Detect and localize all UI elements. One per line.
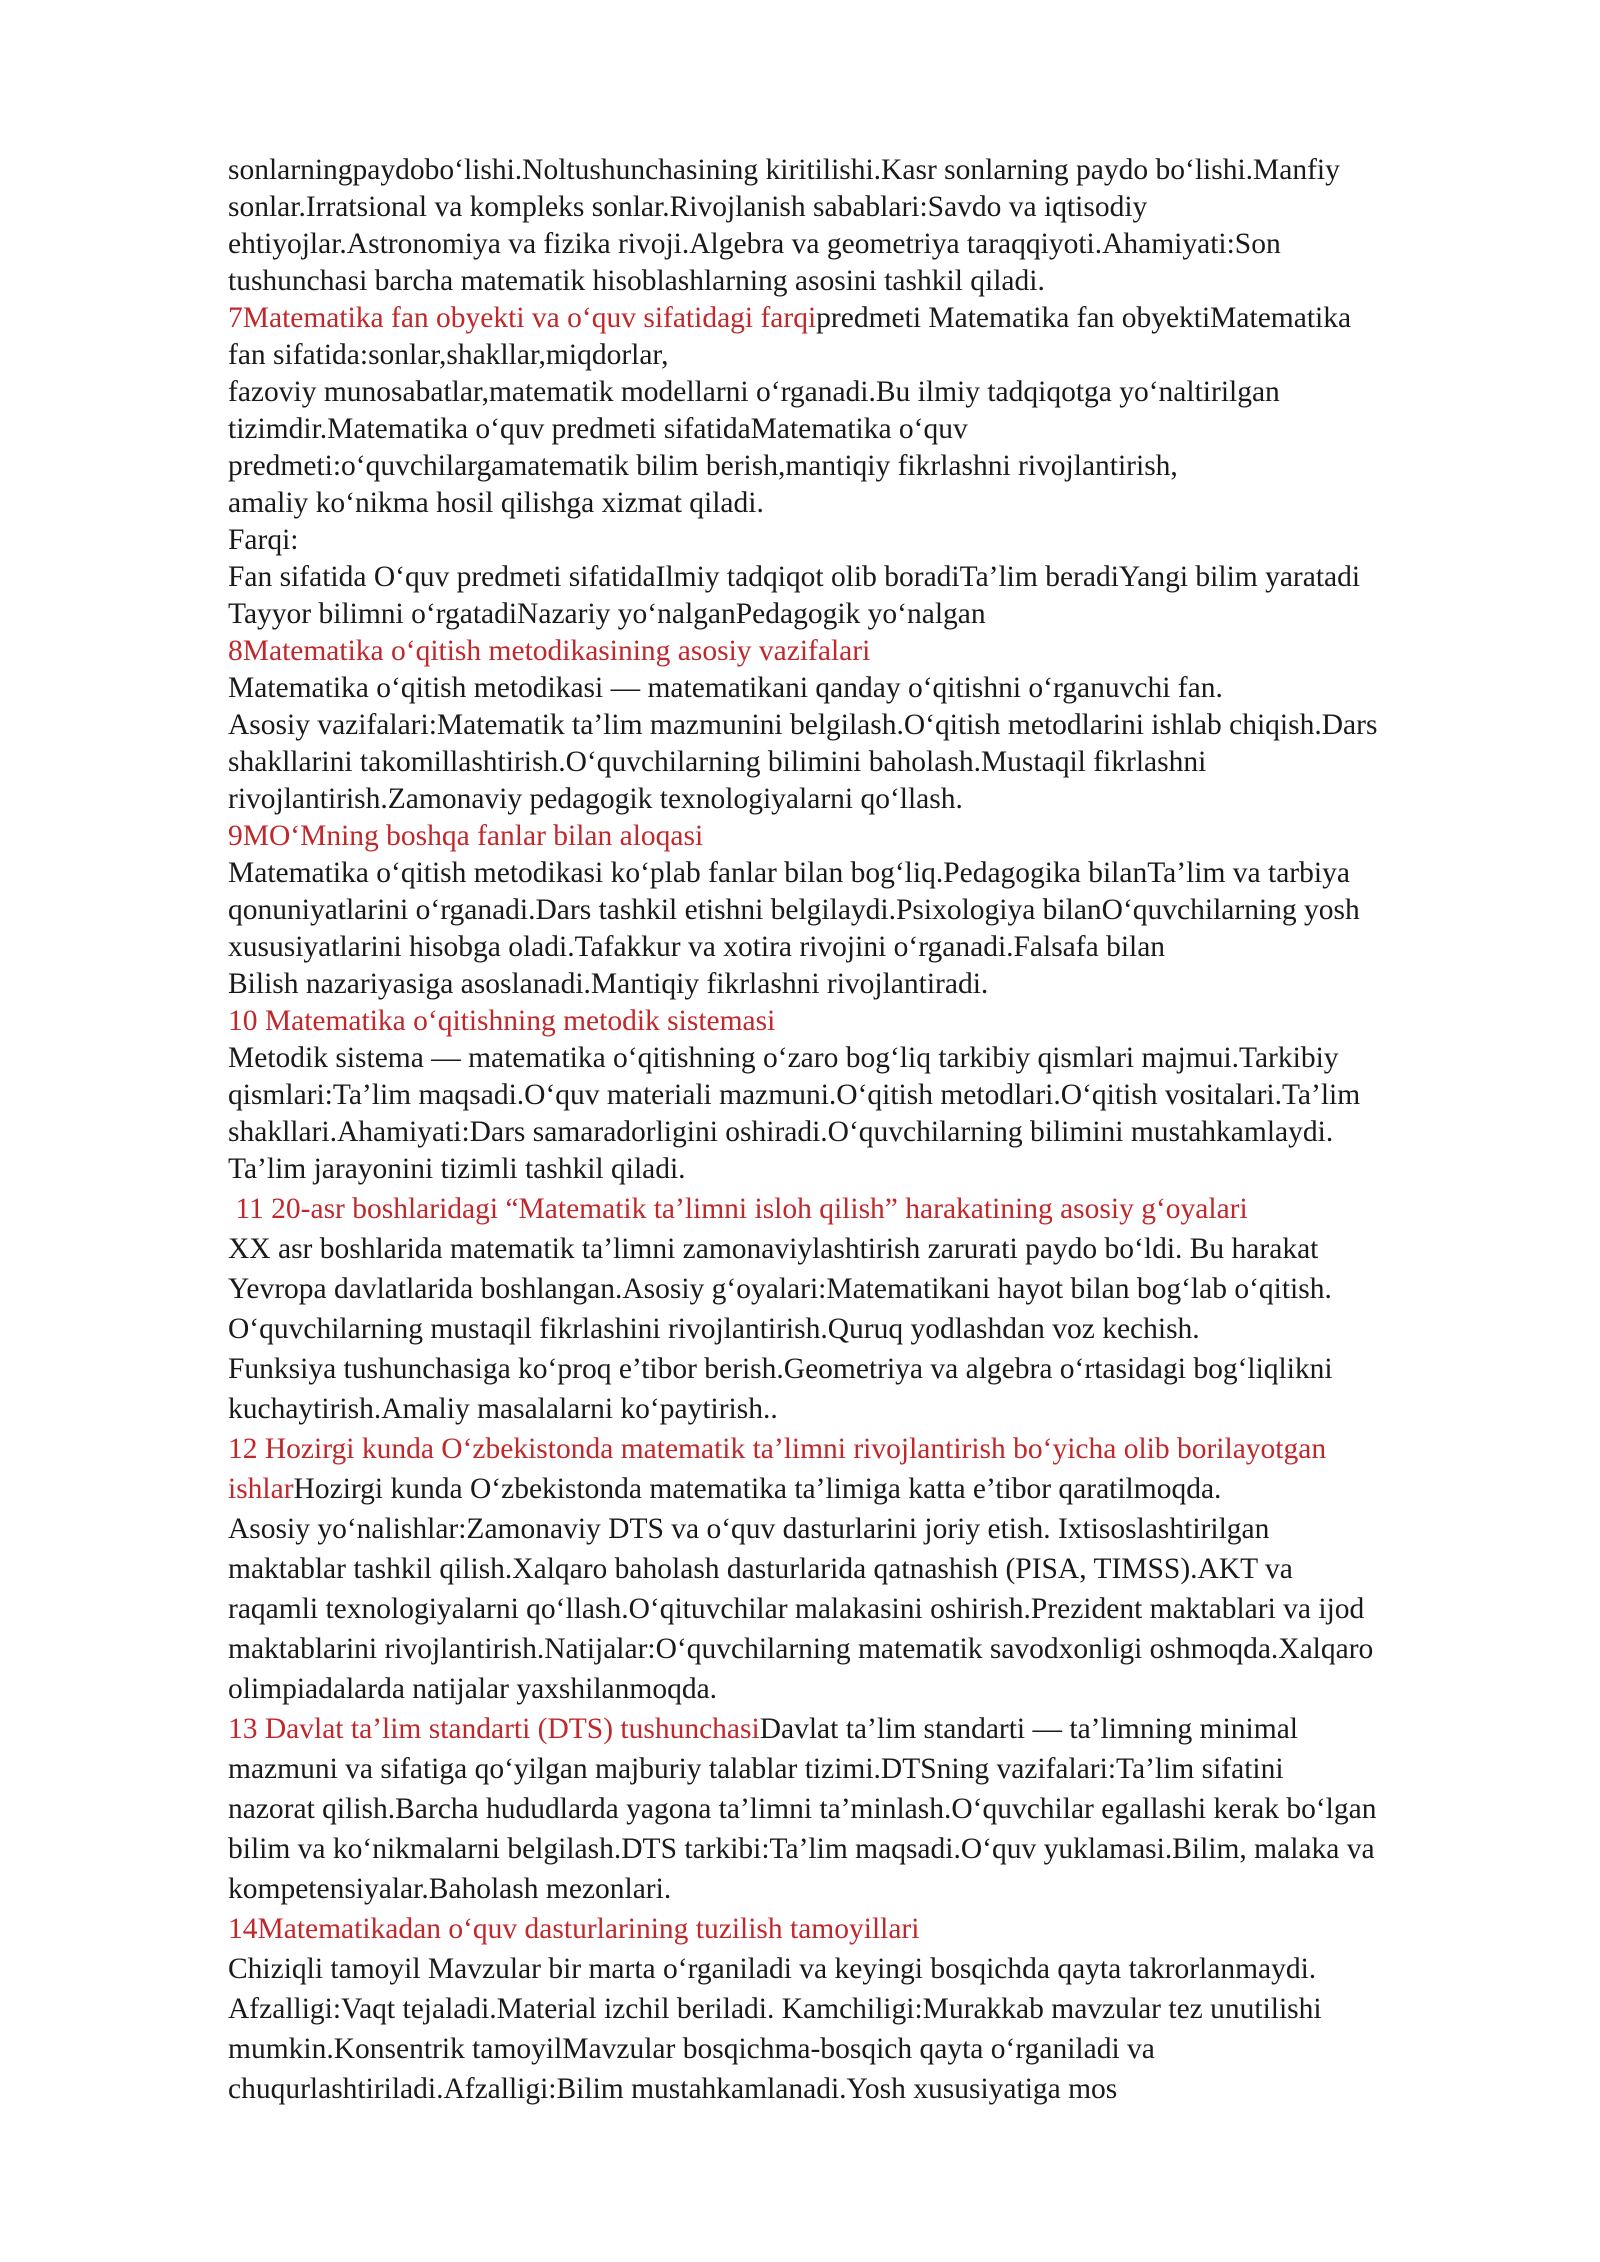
- section-13-first-line: [228, 1711, 1490, 1748]
- text-line: qonuniyatlarini o‘rganadi.Dars tashkil etishni belgilaydi.Psixologiya bilanO‘quvchilarning yosh: [228, 894, 1360, 926]
- section-lead-text: Davlat ta’lim standarti — ta’limning minimal: [759, 1713, 1298, 1745]
- text-line: shakllarini takomillashtirish.O‘quvchilarning bilimini baholash.Mustaqil fikrlashni: [228, 746, 1207, 778]
- text-line: fan sifatida:sonlar,shakllar,miqdorlar,: [228, 339, 669, 371]
- text-line: Matematika o‘qitish metodikasi ko‘plab fanlar bilan bog‘liq.Pedagogika bilanTa’lim va tarbiya: [228, 857, 1350, 889]
- text-line: amaliy ko‘nikma hosil qilishga xizmat qiladi.: [228, 487, 764, 519]
- text-line: maktablarini rivojlantirish.Natijalar:O‘quvchilarning matematik savodxonligi oshmoqda.Xalqaro: [228, 1633, 1374, 1665]
- text-line: Yevropa davlatlarida boshlangan.Asosiy g‘oyalari:Matematikani hayot bilan bog‘lab o‘qitish.: [228, 1273, 1332, 1305]
- text-line: xususiyatlarini hisobga oladi.Tafakkur va xotira rivojini o‘rganadi.Falsafa bilan: [228, 931, 1166, 963]
- section-heading: 7Matematika fan obyekti va o‘quv sifatidagi farqi: [228, 302, 817, 334]
- text-line: sonlar.Irratsional va kompleks sonlar.Rivojlanish sabablari:Savdo va iqtisodiy: [228, 191, 1148, 223]
- section-heading-continued: ishlar: [228, 1473, 294, 1505]
- document-page: [228, 152, 1490, 2108]
- text-line: O‘quvchilarning mustaqil fikrlashini rivojlantirish.Quruq yodlashdan voz kechish.: [228, 1313, 1200, 1345]
- text-line: kompetensiyalar.Baholash mezonlari.: [228, 1873, 672, 1905]
- text-line: olimpiadalarda natijalar yaxshilanmoqda.: [228, 1673, 718, 1705]
- text-line: bilim va ko‘nikmalarni belgilash.DTS tarkibi:Ta’lim maqsadi.O‘quv yuklamasi.Bilim, malaka va: [228, 1833, 1375, 1865]
- section-heading: 10 Matematika o‘qitishning metodik sistemasi: [228, 1005, 776, 1037]
- text-line: tushunchasi barcha matematik hisoblashlarning asosini tashkil qiladi.: [228, 265, 1045, 297]
- text-line: qismlari:Ta’lim maqsadi.O‘quv materiali mazmuni.O‘qitish metodlari.O‘qitish vositalari.Ta’lim: [228, 1079, 1361, 1111]
- text-line: Chiziqli tamoyil Mavzular bir marta o‘rganiladi va keyingi bosqichda qayta takrorlanmaydi.: [228, 1953, 1317, 1985]
- text-line: chuqurlashtiriladi.Afzalligi:Bilim mustahkamlanadi.Yosh xususiyatiga mos: [228, 2073, 1118, 2105]
- text-line: rivojlantirish.Zamonaviy pedagogik texnologiyalarni qo‘llash.: [228, 783, 963, 815]
- text-line: tizimdir.Matematika o‘quv predmeti sifatidaMatematika o‘quv: [228, 413, 968, 445]
- text-line: Asosiy yo‘nalishlar:Zamonaviy DTS va o‘quv dasturlarini joriy etish. Ixtisoslashtirilgan: [228, 1513, 1270, 1545]
- text-line: Ta’lim jarayonini tizimli tashkil qiladi.: [228, 1153, 686, 1185]
- text-line: Funksiya tushunchasiga ko‘proq e’tibor berish.Geometriya va algebra o‘rtasidagi bog‘liqlikni: [228, 1353, 1333, 1385]
- section-7-first-line: [228, 300, 1490, 337]
- section-lead-text: Hozirgi kunda O‘zbekistonda matematika ta’limiga katta e’tibor qaratilmoqda.: [293, 1473, 1222, 1505]
- section-heading: 11 20-asr boshlaridagi “Matematik ta’limni isloh qilish” harakatining asosiy g‘oyalari: [228, 1193, 1248, 1225]
- text-line: maktablar tashkil qilish.Xalqaro baholash dasturlarida qatnashish (PISA, TIMSS).AKT va: [228, 1553, 1293, 1585]
- section-heading: 9MO‘Mning boshqa fanlar bilan aloqasi: [228, 820, 704, 852]
- text-line: Metodik sistema — matematika o‘qitishning o‘zaro bog‘liq tarkibiy qismlari majmui.Tarkibiy: [228, 1042, 1339, 1074]
- text-line: raqamli texnologiyalarni qo‘llash.O‘qituvchilar malakasini oshirish.Prezident maktablari va ijod: [228, 1593, 1365, 1625]
- text-line: nazorat qilish.Barcha hududlarda yagona ta’limni ta’minlash.O‘quvchilar egallashi kerak bo‘lgan: [228, 1793, 1377, 1825]
- text-line: shakllari.Ahamiyati:Dars samaradorligini oshiradi.O‘quvchilarning bilimini mustahkamlaydi.: [228, 1116, 1334, 1148]
- text-line: Farqi:: [228, 524, 299, 556]
- text-line: sonlarningpaydobo‘lishi.Noltushunchasining kiritilishi.Kasr sonlarning paydo bo‘lishi.Manfiy: [228, 154, 1340, 186]
- section-heading: 8Matematika o‘qitish metodikasining asosiy vazifalari: [228, 635, 871, 667]
- text-line: fazoviy munosabatlar,matematik modellarni o‘rganadi.Bu ilmiy tadqiqotga yo‘naltirilgan: [228, 376, 1280, 408]
- section-12-second-line: [228, 1471, 1490, 1508]
- section-heading: 12 Hozirgi kunda O‘zbekistonda matematik ta’limni rivojlantirish bo‘yicha olib borilayotgan: [228, 1433, 1327, 1465]
- text-line: Matematika o‘qitish metodikasi — matematikani qanday o‘qitishni o‘rganuvchi fan.: [228, 672, 1223, 704]
- text-line: Afzalligi:Vaqt tejaladi.Material izchil beriladi. Kamchiligi:Murakkab mavzular tez unutilishi: [228, 1993, 1322, 2025]
- text-line: XX asr boshlarida matematik ta’limni zamonaviylashtirish zarurati paydo bo‘ldi. Bu harakat: [228, 1233, 1319, 1265]
- text-line: Bilish nazariyasiga asoslanadi.Mantiqiy fikrlashni rivojlantiradi.: [228, 968, 989, 1000]
- section-heading: 14Matematikadan o‘quv dasturlarining tuzilish tamoyillari: [228, 1913, 920, 1945]
- text-line: ehtiyojlar.Astronomiya va fizika rivoji.Algebra va geometriya taraqqiyoti.Ahamiyati:Son: [228, 228, 1281, 260]
- text-line: Fan sifatida O‘quv predmeti sifatidaIlmiy tadqiqot olib boradiTa’lim beradiYangi bilim yaratadi: [228, 561, 1361, 593]
- text-line: mazmuni va sifatiga qo‘yilgan majburiy talablar tizimi.DTSning vazifalari:Ta’lim sifatini: [228, 1753, 1284, 1785]
- text-line: mumkin.Konsentrik tamoyilMavzular bosqichma-bosqich qayta o‘rganiladi va: [228, 2033, 1155, 2065]
- text-line: Asosiy vazifalari:Matematik ta’lim mazmunini belgilash.O‘qitish metodlarini ishlab chiqish.Dars: [228, 709, 1378, 741]
- text-line: predmeti:o‘quvchilargamatematik bilim berish,mantiqiy fikrlashni rivojlantirish,: [228, 450, 1178, 482]
- text-line: kuchaytirish.Amaliy masalalarni ko‘paytirish..: [228, 1393, 778, 1425]
- section-heading: 13 Davlat ta’lim standarti (DTS) tushunchasi: [228, 1713, 760, 1745]
- section-lead-text: predmeti Matematika fan obyektiMatematika: [816, 302, 1352, 334]
- text-line: Tayyor bilimni o‘rgatadiNazariy yo‘nalganPedagogik yo‘nalgan: [228, 598, 986, 630]
